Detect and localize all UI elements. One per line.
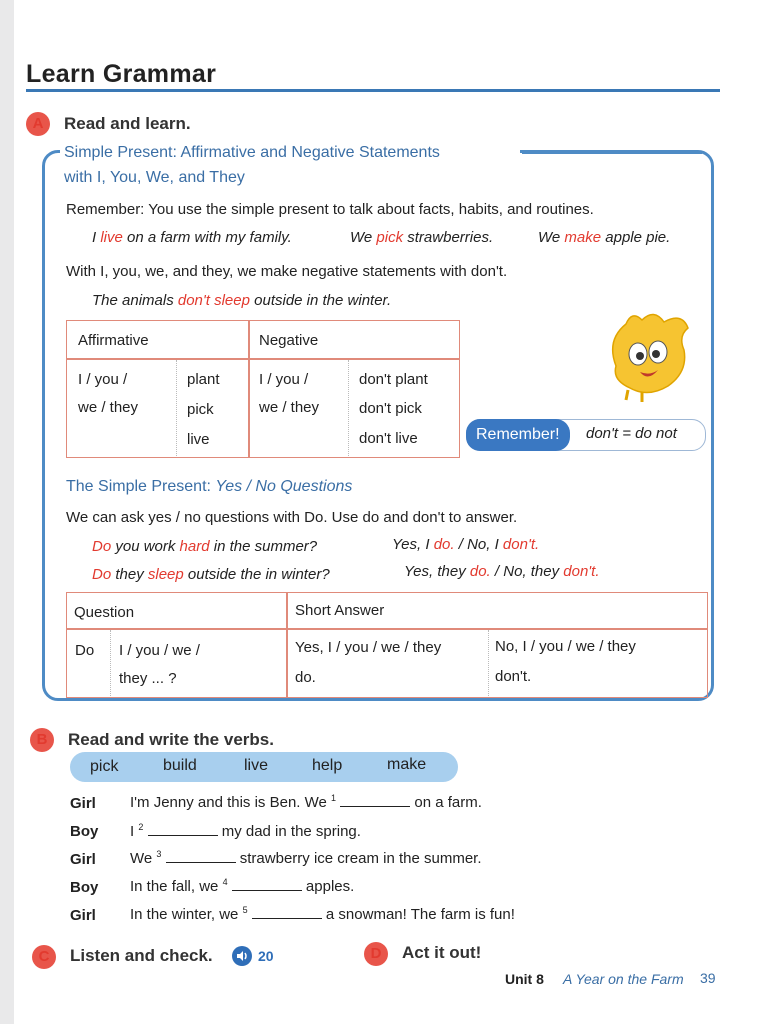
answer-2-no: / No, they <box>490 563 564 580</box>
example-2-verb: pick <box>376 229 404 246</box>
answer-2-dont: don't. <box>563 563 600 580</box>
blank-number: 4 <box>222 877 228 887</box>
word-bank-item: build <box>163 757 197 774</box>
table1-header-rule <box>66 358 460 360</box>
remember-prefix: Remember: <box>66 201 149 218</box>
aff-verb: plant <box>187 371 220 388</box>
page-title: Learn Grammar <box>26 60 217 88</box>
neg-verb: don't plant <box>359 371 428 388</box>
example-3-end: apple pie. <box>601 229 671 246</box>
neg-subject-1: I / you / <box>259 371 309 388</box>
section-c-heading: Listen and check. <box>70 946 213 965</box>
remember-tag: Remember! <box>466 419 570 451</box>
word-bank-item: pick <box>90 758 119 775</box>
line-3-start: We <box>130 850 157 867</box>
speaker-label: Boy <box>70 879 99 896</box>
track-number: 20 <box>258 948 274 964</box>
remember-rule <box>66 201 594 218</box>
neg-verb: don't live <box>359 430 418 447</box>
answer-1-dont: don't. <box>502 536 540 553</box>
table2-header-rule <box>66 628 708 630</box>
aff-verb: live <box>187 431 210 448</box>
audio-icon[interactable] <box>232 946 252 966</box>
speaker-label: Girl <box>70 851 96 868</box>
example-3-verb: make <box>564 229 602 246</box>
negative-example <box>92 292 391 309</box>
word-bank-item: make <box>387 756 427 773</box>
line-5-start: In the winter, we <box>130 906 243 923</box>
blank-input[interactable] <box>340 794 410 807</box>
question-2 <box>92 566 330 583</box>
remember-text: You use the simple present to talk about facts, habits, and routines. <box>148 201 594 218</box>
table1-aff-dotted <box>176 360 177 456</box>
yesno-title-end: Yes / No Questions <box>215 478 353 495</box>
answer-1-no: / No, I <box>454 536 503 553</box>
aff-verb: pick <box>187 401 214 418</box>
speaker-icon <box>232 946 252 966</box>
question-subject-2: they ... ? <box>119 670 177 687</box>
table1-divider <box>248 320 250 458</box>
yes-answer-1: Yes, I / you / we / they <box>295 639 442 656</box>
dialogue-line <box>130 905 515 923</box>
no-answer-1: No, I / you / we / they <box>495 638 636 655</box>
question-2-sleep: sleep <box>147 566 184 583</box>
question-1-start: you work <box>111 538 180 555</box>
speaker-label: Girl <box>70 907 96 924</box>
dialogue-line <box>130 877 354 895</box>
mascot-icon <box>598 306 698 402</box>
aff-subject-1: I / you / <box>78 371 128 388</box>
neg-verb: don't pick <box>359 400 422 417</box>
remember-note: don't = do not <box>586 425 677 442</box>
section-b-badge: B <box>30 728 54 752</box>
question-2-start: they <box>111 566 148 583</box>
negative-example-end: outside in the winter. <box>249 292 392 309</box>
section-c-badge: C <box>32 945 56 969</box>
example-1 <box>92 229 292 246</box>
no-answer-2: don't. <box>495 668 532 685</box>
answer-2 <box>404 563 600 580</box>
example-3 <box>538 229 670 246</box>
question-1 <box>92 538 317 555</box>
blank-number: 2 <box>138 822 144 832</box>
answer-2-yes: Yes, they <box>404 563 470 580</box>
line-1-start: I'm Jenny and this is Ben. We <box>130 794 332 811</box>
blank-input[interactable] <box>252 906 322 919</box>
negative-example-verb: don't sleep <box>177 292 250 309</box>
section-a-heading: Read and learn. <box>64 114 191 133</box>
header-question: Question <box>74 604 135 621</box>
line-3-end: strawberry ice cream in the summer. <box>235 850 482 867</box>
blank-number: 3 <box>156 849 162 859</box>
negative-rule: With I, you, we, and they, we make negative statements with don't. <box>66 263 508 280</box>
section-d-heading: Act it out! <box>402 943 482 962</box>
question-2-do: Do <box>92 566 112 583</box>
do-cell: Do <box>75 642 95 659</box>
table2-divider <box>286 592 288 698</box>
question-1-hard: hard <box>179 538 210 555</box>
blank-number: 1 <box>331 793 337 803</box>
line-2-end: my dad in the spring. <box>217 823 361 840</box>
page-number: 39 <box>700 970 716 986</box>
example-1-verb: live <box>100 229 123 246</box>
page-edge <box>0 0 14 1024</box>
example-1-start: I <box>92 229 101 246</box>
dialogue-line <box>130 822 361 840</box>
header-negative: Negative <box>259 332 319 349</box>
question-subject-1: I / you / we / <box>119 642 200 659</box>
blank-input[interactable] <box>232 878 302 891</box>
word-bank-item: live <box>244 757 269 774</box>
speaker-label: Boy <box>70 823 99 840</box>
blank-input[interactable] <box>166 850 236 863</box>
speaker-label: Girl <box>70 795 96 812</box>
answer-1 <box>392 536 539 553</box>
question-1-end: in the summer? <box>209 538 318 555</box>
section-d-badge: D <box>364 942 388 966</box>
table2-do-dotted <box>110 630 111 696</box>
footer-unit-title: A Year on the Farm <box>563 971 684 987</box>
yes-answer-2: do. <box>295 669 316 686</box>
footer-unit: Unit 8 <box>505 971 544 987</box>
example-2-end: strawberries. <box>403 229 494 246</box>
line-2-start: I <box>130 823 139 840</box>
section-b-heading: Read and write the verbs. <box>68 730 274 749</box>
answer-1-yes: Yes, I <box>392 536 434 553</box>
dialogue-line <box>130 849 482 867</box>
negative-example-start: The animals <box>92 292 178 309</box>
example-2-start: We <box>350 229 377 246</box>
line-4-start: In the fall, we <box>130 878 223 895</box>
answer-1-do: do. <box>433 536 455 553</box>
line-5-end: a snowman! The farm is fun! <box>321 906 515 923</box>
title-rule <box>26 89 720 92</box>
grammar-box-title-line <box>522 151 702 154</box>
word-bank-item: help <box>312 757 343 774</box>
table2-answer-dotted <box>488 630 489 696</box>
yesno-title-start: The Simple Present: <box>66 478 216 495</box>
example-3-start: We <box>538 229 565 246</box>
header-affirmative: Affirmative <box>78 332 149 349</box>
example-1-end: on a farm with my family. <box>122 229 292 246</box>
dialogue-line <box>130 793 482 811</box>
section-a-badge: A <box>26 112 50 136</box>
answer-2-do: do. <box>469 563 491 580</box>
neg-subject-2: we / they <box>259 399 320 416</box>
line-4-end: apples. <box>301 878 355 895</box>
example-2 <box>350 229 493 246</box>
grammar-box-title: Simple Present: Affirmative and Negative Statements <box>64 144 440 161</box>
question-2-end: outside the in winter? <box>183 566 330 583</box>
line-1-end: on a farm. <box>410 794 482 811</box>
header-short-answer: Short Answer <box>295 602 385 619</box>
blank-number: 5 <box>242 905 248 915</box>
aff-subject-2: we / they <box>78 399 139 416</box>
blank-input[interactable] <box>148 823 218 836</box>
table1-neg-dotted <box>348 360 349 456</box>
yesno-rule: We can ask yes / no questions with Do. Use do and don't to answer. <box>66 509 518 526</box>
grammar-box-subtitle: with I, You, We, and They <box>64 169 245 186</box>
question-1-do: Do <box>92 538 112 555</box>
yesno-title <box>66 478 352 496</box>
